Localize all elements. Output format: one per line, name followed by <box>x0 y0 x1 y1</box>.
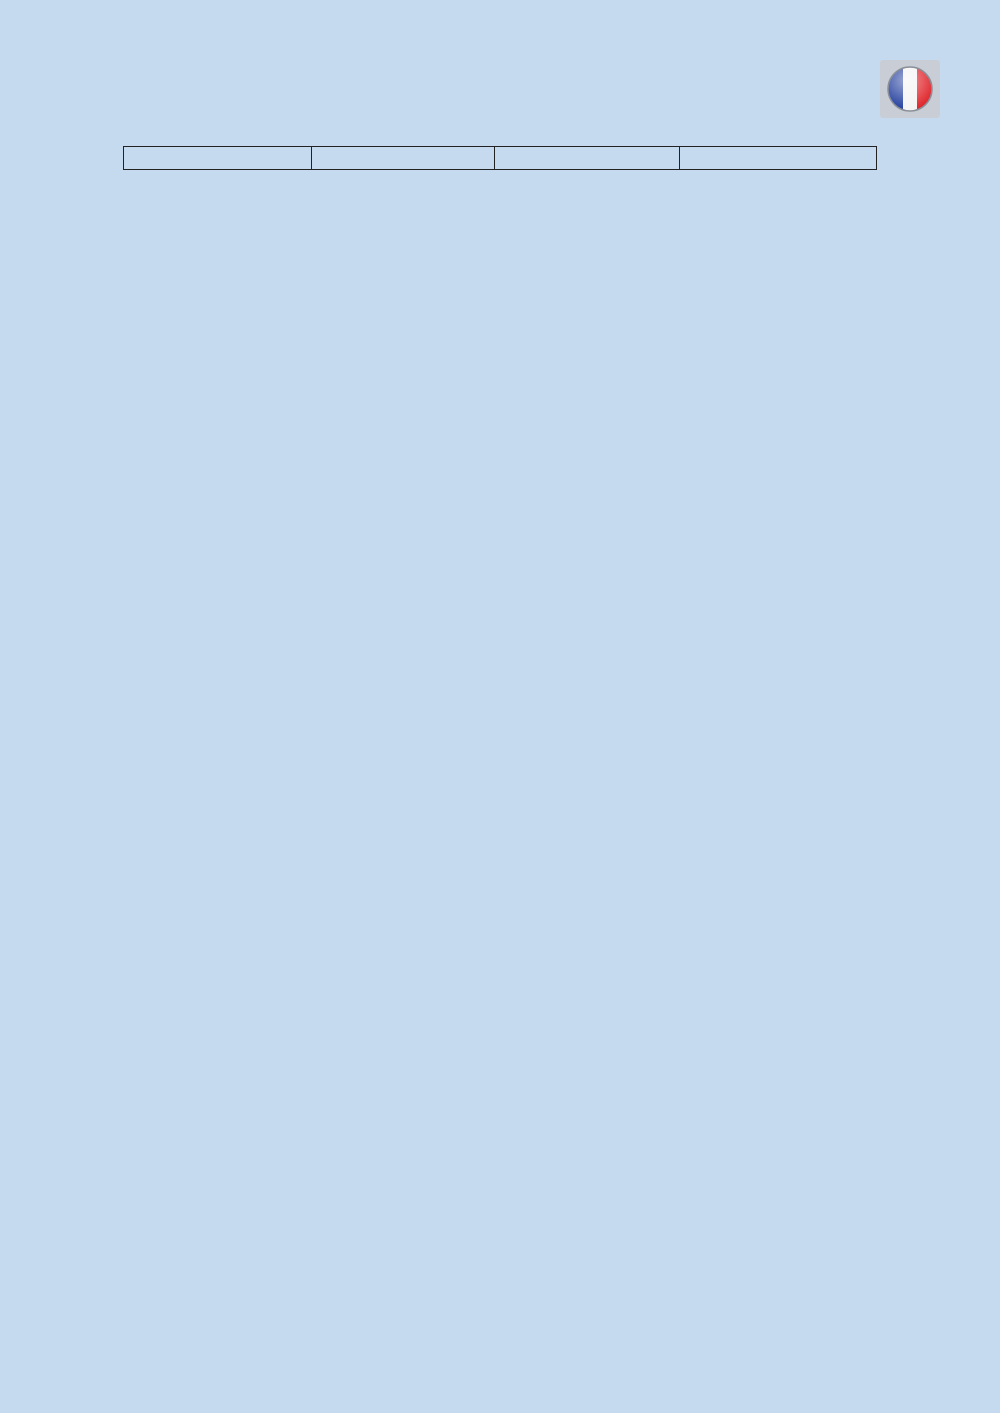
conjugation-table <box>123 146 877 170</box>
header-verb <box>124 147 312 170</box>
header-interrogatif <box>680 147 877 170</box>
header-positif <box>312 147 495 170</box>
french-flag-icon <box>880 60 940 118</box>
table-header-row <box>124 147 877 170</box>
header-negatif <box>495 147 680 170</box>
